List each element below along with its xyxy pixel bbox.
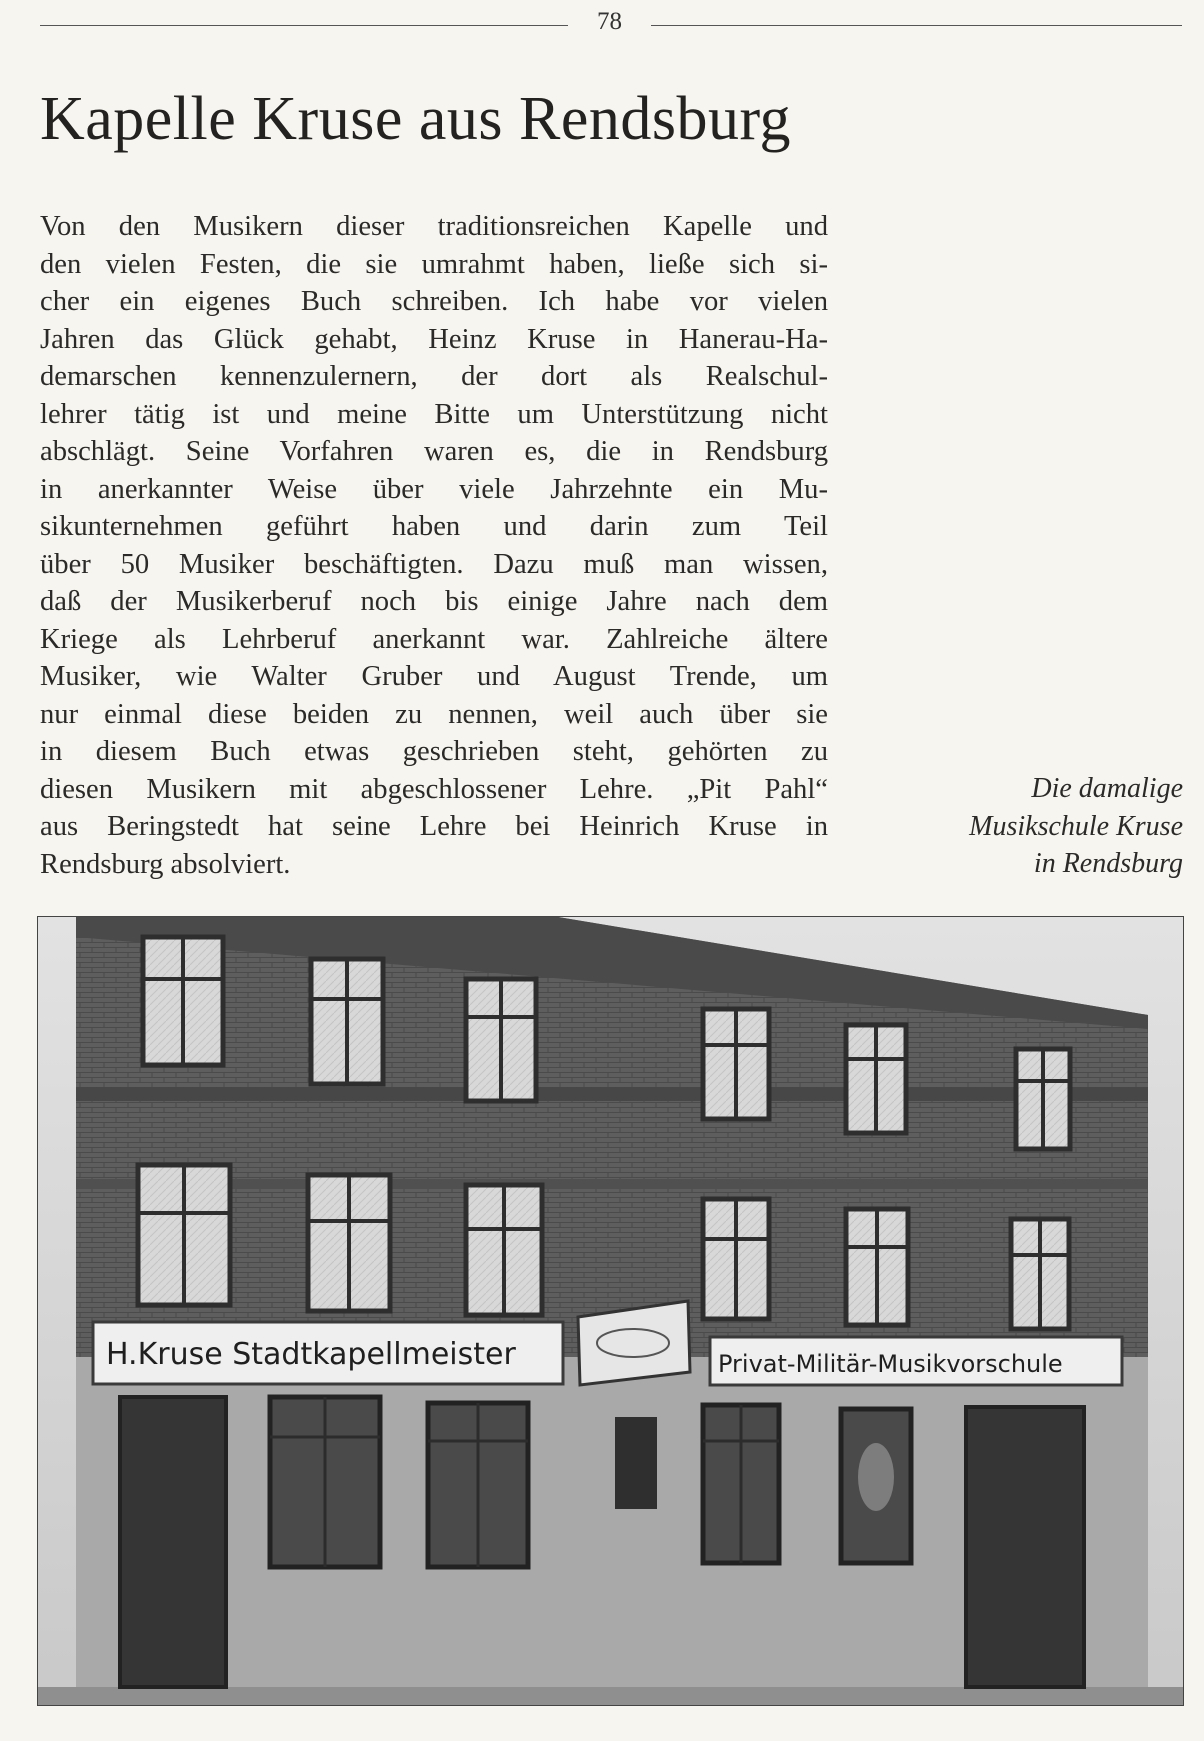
body-line: sikunternehmen geführt haben und darin zum Teil bbox=[40, 511, 828, 542]
body-line: in diesem Buch etwas geschrieben steht, gehörten zu bbox=[40, 736, 828, 767]
cornice bbox=[76, 1087, 1148, 1101]
body-line: diesen Musikern mit abgeschlossener Lehre. „Pit Pahl“ bbox=[40, 773, 828, 805]
body-line: in anerkannter Weise über viele Jahrzehnte ein Mu- bbox=[40, 473, 828, 505]
caption-line: Musikschule Kruse bbox=[969, 810, 1183, 842]
svg-text:Privat-Militär-Musikvorschule: Privat-Militär-Musikvorschule bbox=[718, 1350, 1063, 1378]
hanging-sign bbox=[578, 1301, 690, 1385]
header-rule-right bbox=[651, 25, 1182, 26]
article-body bbox=[40, 208, 828, 883]
building-photo bbox=[37, 916, 1184, 1706]
article-title: Kapelle Kruse aus Rendsburg bbox=[40, 85, 792, 153]
header-rule-left bbox=[40, 25, 568, 26]
svg-text:H.Kruse Stadtkapellmeister: H.Kruse Stadtkapellmeister bbox=[106, 1337, 516, 1372]
body-line: Rendsburg absolviert. bbox=[40, 848, 291, 880]
body-line: nur einmal diese beiden zu nennen, weil auch über sie bbox=[40, 698, 828, 730]
body-line: über 50 Musiker beschäftigten. Dazu muß man wissen, bbox=[40, 548, 828, 580]
sign-right bbox=[710, 1337, 1122, 1385]
page-number: 78 bbox=[597, 8, 622, 35]
body-line: aus Beringstedt hat seine Lehre bei Heinrich Kruse in bbox=[40, 811, 828, 842]
body-line: Jahren das Glück gehabt, Heinz Kruse in Hanerau-Ha- bbox=[40, 323, 828, 355]
photo-caption bbox=[883, 770, 1183, 883]
page-header bbox=[40, 6, 1182, 42]
caption-line: in Rendsburg bbox=[1033, 848, 1183, 879]
body-line: abschlägt. Seine Vorfahren waren es, die in Rendsburg bbox=[40, 436, 828, 467]
body-line: cher ein eigenes Buch schreiben. Ich habe vor vielen bbox=[40, 286, 828, 317]
body-line: lehrer tätig ist und meine Bitte um Unterstützung nicht bbox=[40, 398, 828, 430]
body-line: den vielen Festen, die sie umrahmt haben, ließe sich si- bbox=[40, 248, 828, 280]
body-line: Von den Musikern dieser traditionsreichen Kapelle und bbox=[40, 211, 828, 242]
caption-line: Die damalige bbox=[1031, 773, 1183, 804]
pavement bbox=[38, 1687, 1183, 1705]
body-line: demarschen kennenzulernern, der dort als Realschul- bbox=[40, 361, 828, 392]
sign-left bbox=[93, 1322, 563, 1384]
body-line: Musiker, wie Walter Gruber und August Trende, um bbox=[40, 661, 828, 692]
small-window bbox=[615, 1417, 657, 1509]
body-line: Kriege als Lehrberuf anerkannt war. Zahlreiche ältere bbox=[40, 623, 828, 655]
body-line: daß der Musikerberuf noch bis einige Jahre nach dem bbox=[40, 586, 828, 617]
